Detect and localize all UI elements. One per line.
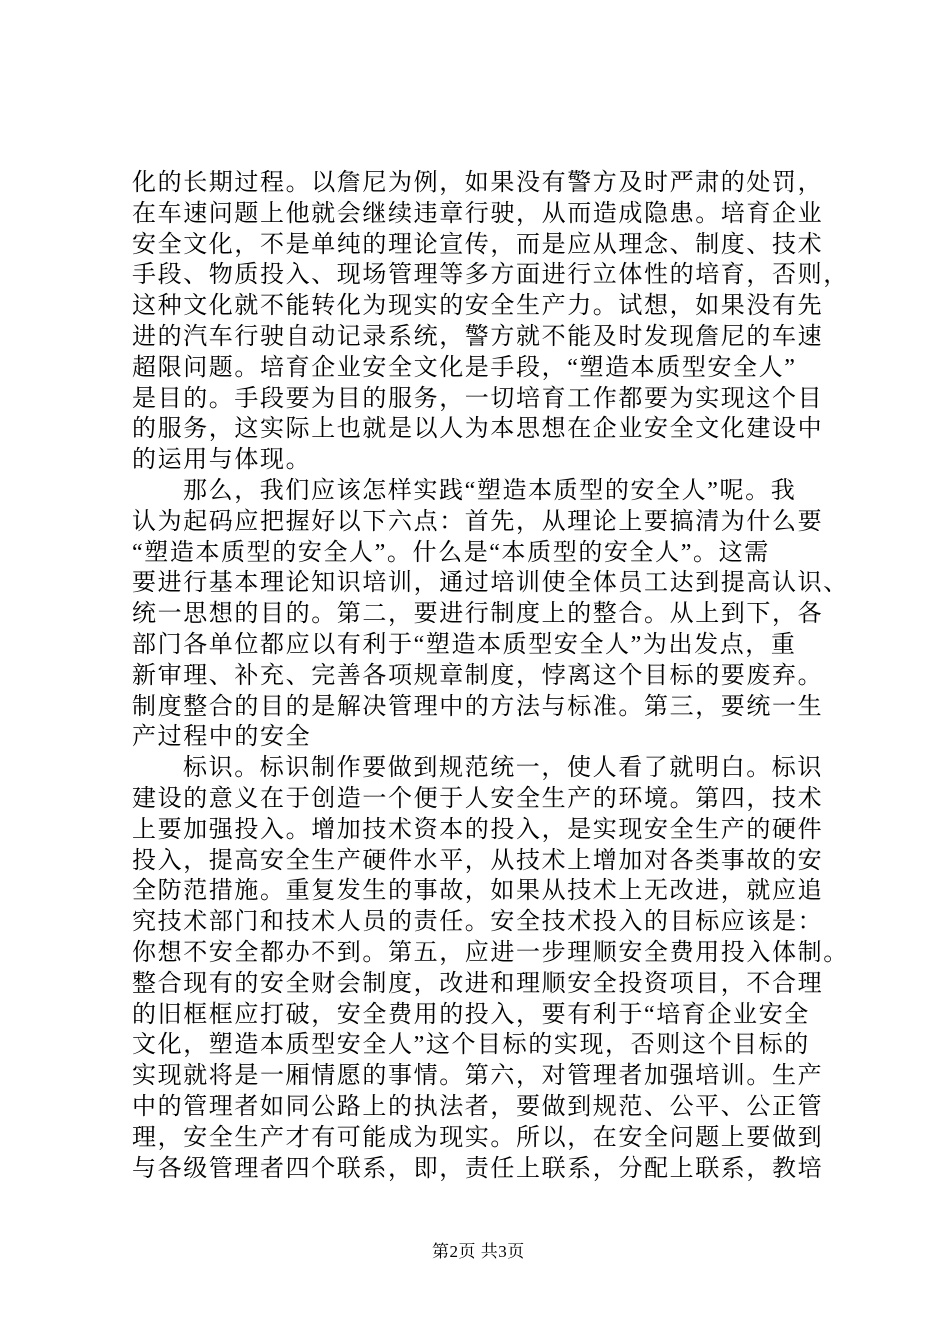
text-line: 全防范措施。重复发生的事故，如果从技术上无改进，就应追 [132, 878, 824, 905]
text-line: 化的长期过程。以詹尼为例，如果没有警方及时严肃的处罚， [132, 170, 824, 196]
text-line: 文化，塑造本质型安全人”这个目标的实现，否则这个目标的 [132, 1032, 810, 1059]
text-line: 制度整合的目的是解决管理中的方法与标准。第三，要统一生 [132, 693, 824, 720]
text-line: 手段、物质投入、现场管理等多方面进行立体性的培育，否则， [132, 262, 849, 289]
text-line: 产过程中的安全 [132, 724, 312, 751]
text-line: 的服务，这实际上也就是以人为本思想在企业安全文化建设中 [132, 416, 824, 443]
text-line: 部门各单位都应以有利于“塑造本质型安全人”为出发点，重 [132, 631, 797, 658]
text-line: 统一思想的目的。第二，要进行制度上的整合。从上到下，各 [132, 601, 824, 628]
text-line: 安全文化，不是单纯的理论宣传，而是应从理念、制度、技术 [132, 231, 824, 258]
text-line: 是目的。手段要为目的服务，一切培育工作都要为实现这个目 [132, 385, 824, 412]
text-line: 这种文化就不能转化为现实的安全生产力。试想，如果没有先 [132, 293, 824, 320]
text-line: 建设的意义在于创造一个便于人安全生产的环境。第四，技术 [132, 785, 824, 812]
text-line: 整合现有的安全财会制度，改进和理顺安全投资项目，不合理 [132, 970, 824, 997]
text-line: 实现就将是一厢情愿的事情。第六，对管理者加强培训。生产 [132, 1063, 824, 1090]
text-line: 投入，提高安全生产硬件水平，从技术上增加对各类事故的安 [132, 847, 824, 874]
page-number-footer: 第2页 共3页 [432, 1242, 525, 1261]
paragraph-2 [132, 476, 892, 753]
text-line: 在车速问题上他就会继续违章行驶，从而造成隐患。培育企业 [132, 200, 824, 227]
text-line: 新审理、补充、完善各项规章制度，悖离这个目标的要废弃。 [132, 662, 824, 689]
text-line: 理，安全生产才有可能成为现实。所以，在安全问题上要做到 [132, 1124, 824, 1151]
text-line: 的运用与体现。 [132, 447, 312, 474]
text-line: 究技术部门和技术人员的责任。安全技术投入的目标应该是： [132, 909, 824, 936]
paragraph-3 [132, 753, 892, 1184]
paragraph-1 [132, 168, 892, 476]
document-body [132, 168, 892, 1184]
text-line: “塑造本质型的安全人”。什么是“本质型的安全人”。这需 [132, 539, 770, 566]
text-line: 要进行基本理论知识培训，通过培训使全体员工达到提高认识、 [132, 570, 849, 597]
text-line: 超限问题。培育企业安全文化是手段，“塑造本质型安全人” [132, 354, 797, 381]
text-line: 你想不安全都办不到。第五，应进一步理顺安全费用投入体制。 [132, 939, 849, 966]
text-line: 上要加强投入。增加技术资本的投入，是实现安全生产的硬件 [132, 816, 824, 843]
text-line: 那么，我们应该怎样实践“塑造本质型的安全人”呢。我 [183, 477, 797, 504]
text-line: 标识。标识制作要做到规范统一，使人看了就明白。标识 [183, 755, 823, 782]
text-line: 认为起码应把握好以下六点：首先，从理论上要搞清为什么要 [132, 508, 824, 535]
text-line: 的旧框框应打破，安全费用的投入，要有利于“培育企业安全 [132, 1001, 810, 1028]
text-line: 进的汽车行驶自动记录系统，警方就不能及时发现詹尼的车速 [132, 323, 824, 350]
text-line: 与各级管理者四个联系，即，责任上联系，分配上联系，教培 [132, 1155, 824, 1182]
text-line: 中的管理者如同公路上的执法者，要做到规范、公平、公正管 [132, 1093, 824, 1120]
